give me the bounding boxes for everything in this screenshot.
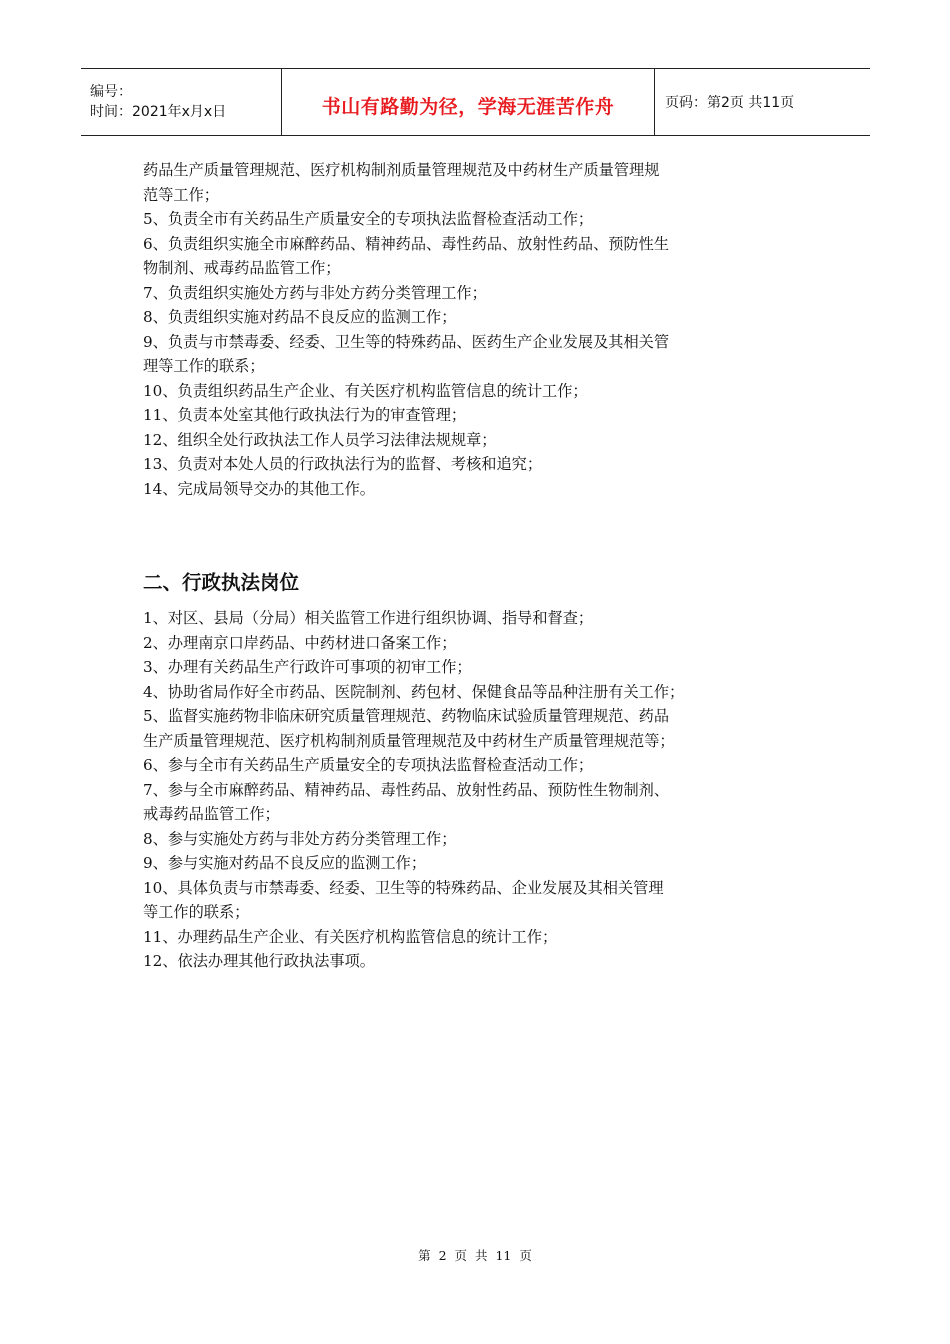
number-label: 编号： — [90, 84, 132, 100]
text-line: 11、办理药品生产企业、有关医疗机构监管信息的统计工作； — [143, 927, 558, 946]
text-line: 12、组织全处行政执法工作人员学习法律法规规章； — [143, 430, 497, 449]
text-line: 9、负责与市禁毒委、经委、卫生等的特殊药品、医药生产企业发展及其相关管 — [143, 332, 670, 351]
header-motto-cell — [282, 69, 655, 135]
text-line: 13、负责对本处人员的行政执法行为的监督、考核和追究； — [143, 455, 543, 473]
text-line: 理等工作的联系； — [143, 357, 265, 375]
text-line: 11、负责本处室其他行政执法行为的审查管理； — [143, 406, 467, 424]
text-line: 12、依法办理其他行政执法事项。 — [143, 952, 375, 970]
text-line: 生产质量管理规范、医疗机构制剂质量管理规范及中药材生产质量管理规范等； — [143, 731, 675, 750]
text-line: 6、负责组织实施全市麻醉药品、精神药品、毒性药品、放射性药品、预防性生 — [143, 234, 670, 253]
text-line: 5、负责全市有关药品生产质量安全的专项执法监督检查活动工作； — [143, 210, 594, 228]
section1-body — [143, 158, 823, 501]
text-line: 14、完成局领导交办的其他工作。 — [143, 479, 375, 498]
text-line: 戒毒药品监管工作； — [143, 805, 280, 823]
page-footer: 第 2 页 共 11 页 — [418, 1248, 532, 1263]
text-line: 7、参与全市麻醉药品、精神药品、毒性药品、放射性药品、预防性生物制剂、 — [143, 780, 670, 799]
text-line: 4、协助省局作好全市药品、医院制剂、药包材、保健食品等品种注册有关工作； — [143, 682, 685, 701]
text-line: 10、具体负责与市禁毒委、经委、卫生等的特殊药品、企业发展及其相关管理 — [143, 878, 664, 897]
page-header — [81, 68, 870, 136]
text-line: 2、办理南京口岸药品、中药材进口备案工作； — [143, 633, 457, 652]
section2-body — [143, 606, 823, 974]
text-line: 物制剂、戒毒药品监管工作； — [143, 259, 341, 277]
text-line: 9、参与实施对药品不良反应的监测工作； — [143, 854, 427, 872]
text-line: 药品生产质量管理规范、医疗机构制剂质量管理规范及中药材生产质量管理规 — [143, 161, 660, 179]
text-line: 5、监督实施药物非临床研究质量管理规范、药物临床试验质量管理规范、药品 — [143, 707, 670, 725]
text-line: 等工作的联系； — [143, 903, 250, 921]
time-label: 时间：2021年x月x日 — [90, 104, 227, 120]
text-line: 8、负责组织实施对药品不良反应的监测工作； — [143, 308, 457, 326]
header-page-info — [655, 69, 870, 135]
text-line: 6、参与全市有关药品生产质量安全的专项执法监督检查活动工作； — [143, 756, 594, 774]
text-line: 7、负责组织实施处方药与非处方药分类管理工作； — [143, 283, 487, 302]
page-info: 页码：第2页 共11页 — [665, 95, 795, 111]
text-line: 3、办理有关药品生产行政许可事项的初审工作； — [143, 658, 472, 676]
text-line: 1、对区、县局（分局）相关监管工作进行组织协调、指导和督查； — [143, 609, 594, 627]
section-title: 二、行政执法岗位 — [143, 571, 300, 594]
header-meta — [81, 69, 282, 135]
text-line: 8、参与实施处方药与非处方药分类管理工作； — [143, 829, 457, 848]
motto: 书山有路勤为径，学海无涯苦作舟 — [321, 95, 615, 118]
text-line: 范等工作； — [143, 185, 219, 204]
text-line: 10、负责组织药品生产企业、有关医疗机构监管信息的统计工作； — [143, 381, 588, 400]
